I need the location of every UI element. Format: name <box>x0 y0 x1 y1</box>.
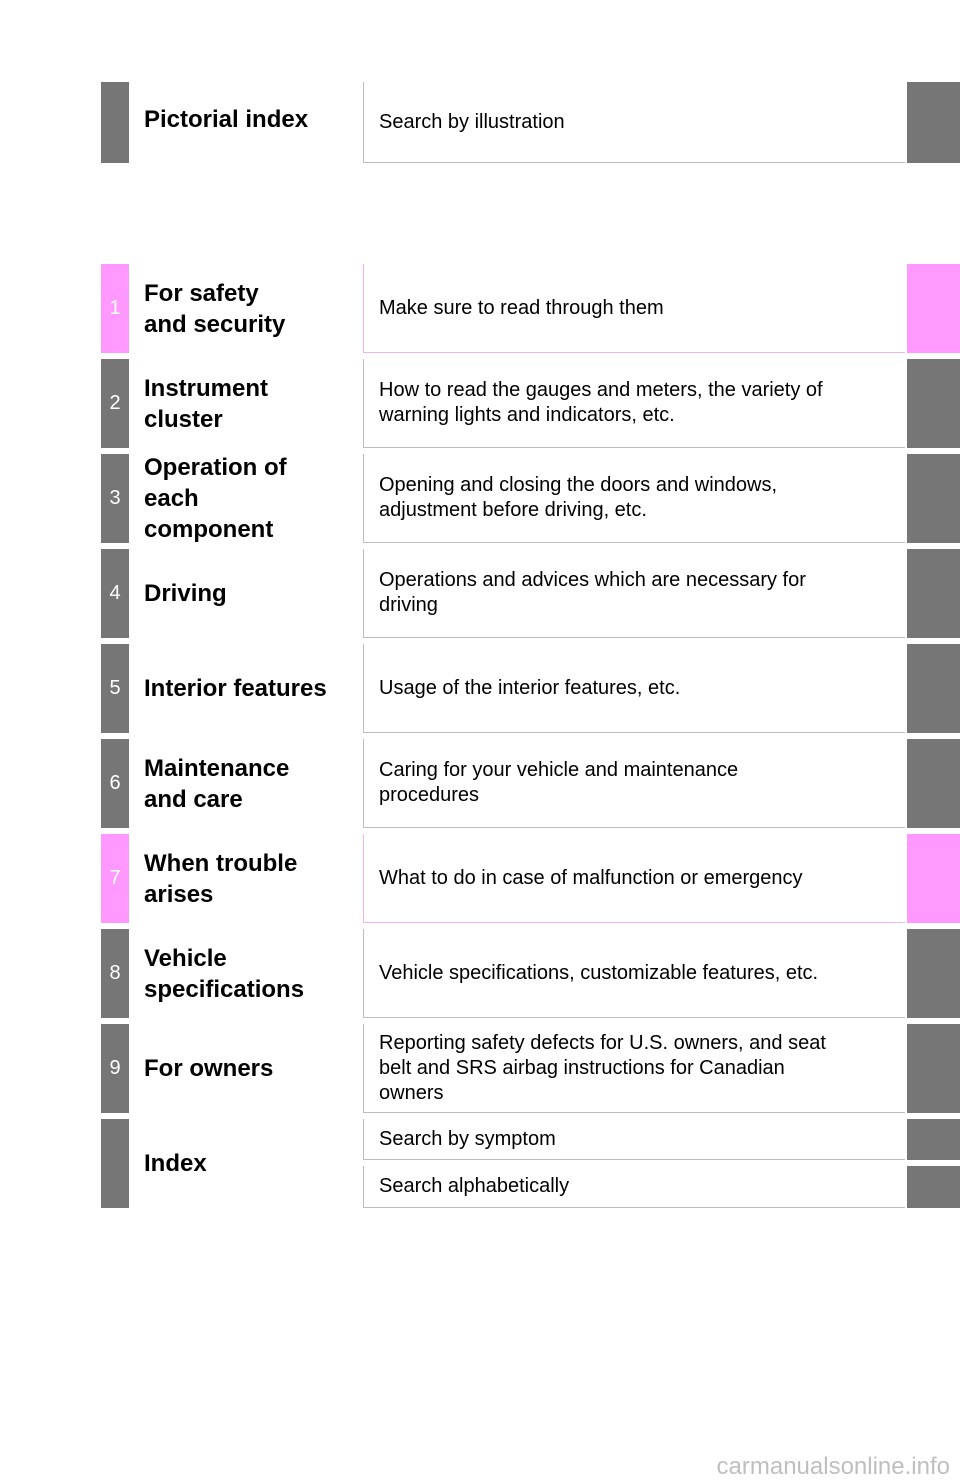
index-item-alphabetical[interactable] <box>363 1166 905 1208</box>
section-title <box>144 644 359 733</box>
section-title <box>144 834 359 923</box>
thumb-tab[interactable] <box>907 264 960 353</box>
section-row-7[interactable] <box>101 834 960 923</box>
section-title <box>144 1119 359 1208</box>
section-title-text: For safety and security <box>144 279 286 338</box>
section-title-text: Interior features <box>144 675 327 702</box>
section-description <box>363 1024 905 1113</box>
section-row-8[interactable] <box>101 929 960 1018</box>
thumb-tab[interactable] <box>907 834 960 923</box>
thumb-tab[interactable] <box>907 454 960 543</box>
section-title-text: Vehicle specifications <box>144 944 305 1003</box>
section-number: 2 <box>101 359 129 448</box>
thumb-tab[interactable] <box>907 739 960 828</box>
section-description <box>363 359 905 448</box>
section-row-9[interactable] <box>101 1024 960 1113</box>
section-title <box>144 929 359 1018</box>
section-tab <box>101 1119 129 1208</box>
section-title <box>144 264 359 353</box>
section-description-text: How to read the gauges and meters, the variety of warning lights and indicators, etc. <box>379 379 823 426</box>
section-title-text: Maintenance and care <box>144 754 290 813</box>
section-title-text: Index <box>144 1150 207 1177</box>
section-row-1[interactable] <box>101 264 960 353</box>
section-description <box>363 264 905 353</box>
section-row-5[interactable] <box>101 644 960 733</box>
section-description <box>363 82 905 163</box>
section-row-4[interactable] <box>101 549 960 638</box>
section-description-text: What to do in case of malfunction or emergency <box>379 866 803 889</box>
section-number: 4 <box>101 549 129 638</box>
index-item-label: Search alphabetically <box>379 1175 570 1197</box>
section-number: 5 <box>101 644 129 733</box>
thumb-tab[interactable] <box>907 359 960 448</box>
thumb-tab[interactable] <box>907 1119 960 1160</box>
section-number: 1 <box>101 264 129 353</box>
section-title <box>144 454 359 543</box>
section-title <box>144 549 359 638</box>
section-description <box>363 549 905 638</box>
section-title-text: Pictorial index <box>144 106 309 133</box>
section-description-text: Search by illustration <box>379 110 565 133</box>
thumb-tab[interactable] <box>907 82 960 163</box>
index-item-label: Search by symptom <box>379 1127 556 1150</box>
section-row-2[interactable] <box>101 359 960 448</box>
section-number: 9 <box>101 1024 129 1113</box>
section-description-text: Vehicle specifications, customizable features, etc. <box>379 961 819 984</box>
section-description <box>363 454 905 543</box>
section-number: 8 <box>101 929 129 1018</box>
section-title <box>144 359 359 448</box>
watermark: carmanualsonline.info <box>716 1453 950 1480</box>
section-title-text: When trouble arises <box>144 849 298 908</box>
section-number: 7 <box>101 834 129 923</box>
section-description <box>363 834 905 923</box>
section-title-text: Operation of each component <box>144 454 287 543</box>
section-description-text: Make sure to read through them <box>379 296 664 319</box>
section-row-index[interactable] <box>101 1119 960 1208</box>
thumb-tab[interactable] <box>907 644 960 733</box>
section-title <box>144 82 359 163</box>
section-title <box>144 739 359 828</box>
section-description-text: Reporting safety defects for U.S. owners, and seat belt and SRS airbag instructions for Canadian owners <box>379 1031 826 1104</box>
section-title <box>144 1024 359 1113</box>
section-description-text: Operations and advices which are necessary for driving <box>379 569 806 616</box>
section-description <box>363 739 905 828</box>
section-description <box>363 929 905 1018</box>
section-tab <box>101 82 129 163</box>
section-title-text: Instrument cluster <box>144 374 269 433</box>
section-row-6[interactable] <box>101 739 960 828</box>
thumb-tab[interactable] <box>907 929 960 1018</box>
section-description-text: Caring for your vehicle and maintenance procedures <box>379 759 739 806</box>
section-description-text: Opening and closing the doors and windows, adjustment before driving, etc. <box>379 474 778 521</box>
section-description <box>363 644 905 733</box>
thumb-tab[interactable] <box>907 549 960 638</box>
section-row-3[interactable] <box>101 454 960 543</box>
thumb-tab[interactable] <box>907 1166 960 1208</box>
thumb-tab[interactable] <box>907 1024 960 1113</box>
index-item-symptom[interactable] <box>363 1119 905 1160</box>
section-number: 6 <box>101 739 129 828</box>
section-title-text: For owners <box>144 1055 274 1082</box>
section-title-text: Driving <box>144 580 227 607</box>
section-number: 3 <box>101 454 129 543</box>
section-row-pictorial-index[interactable] <box>101 82 960 163</box>
section-description-text: Usage of the interior features, etc. <box>379 676 681 699</box>
